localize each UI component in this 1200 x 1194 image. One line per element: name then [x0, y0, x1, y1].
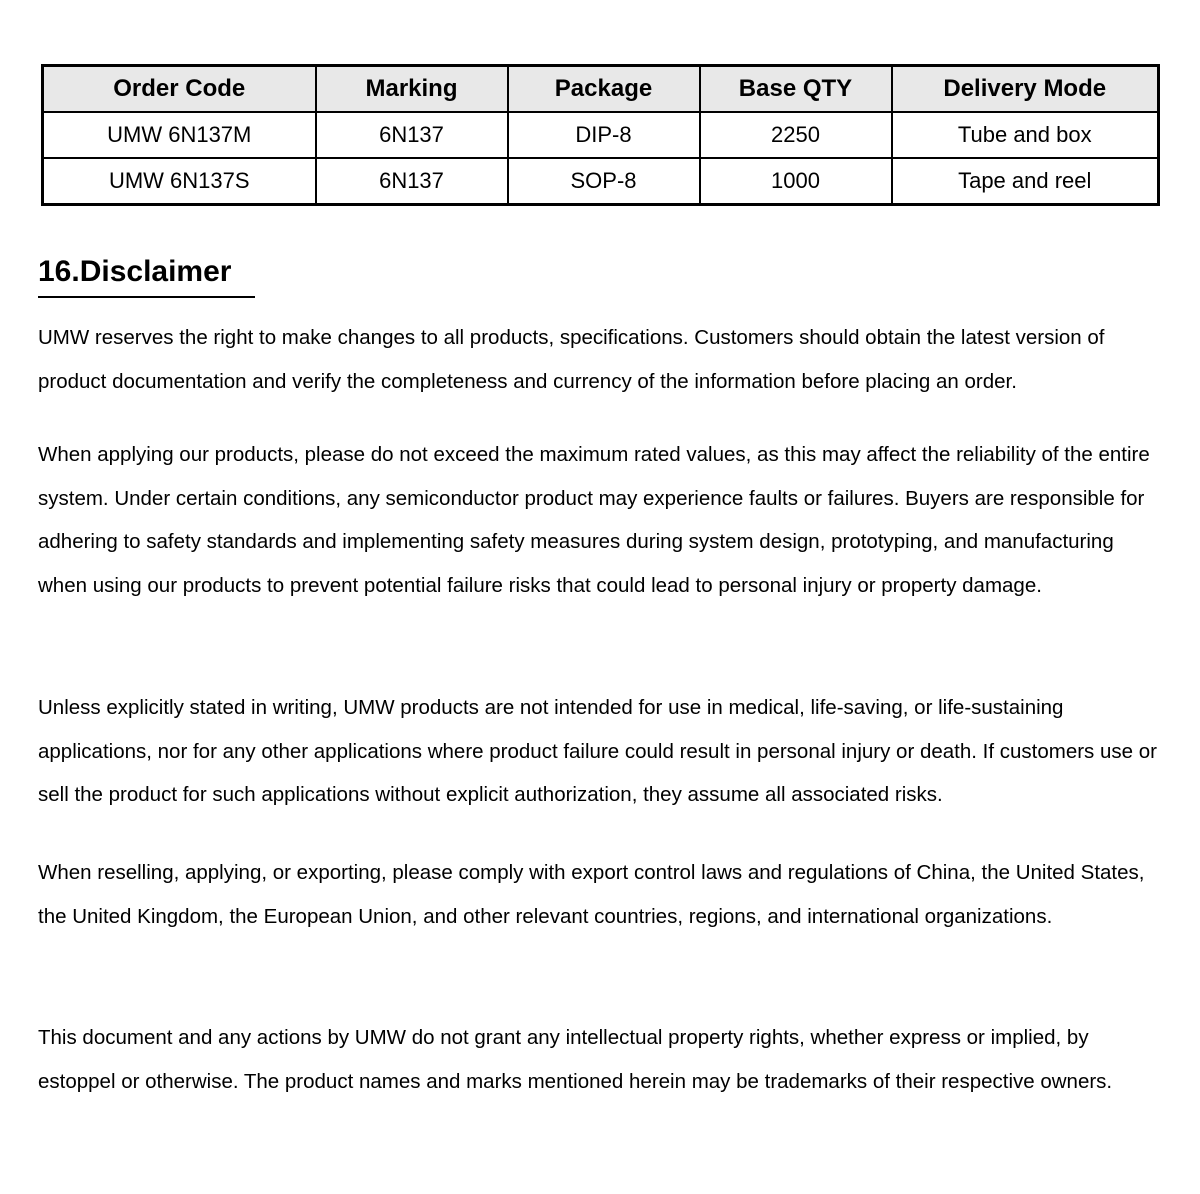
cell-delivery-mode: Tape and reel — [892, 158, 1159, 205]
cell-marking: 6N137 — [316, 112, 508, 158]
header-order-code: Order Code — [43, 66, 316, 113]
cell-order-code: UMW 6N137M — [43, 112, 316, 158]
disclaimer-paragraph: When reselling, applying, or exporting, please comply with export control laws and regulations of China, the United States, the United Kingdom, the European Union, and other relevant countries, regions, and international organizations. — [38, 861, 1145, 928]
order-info-table — [41, 64, 1160, 206]
disclaimer-paragraph: Unless explicitly stated in writing, UMW products are not intended for use in medical, life-saving, or life-sustaining applications, nor for any other applications where product failure could result in personal injury or death. If customers use or sell the product for such applications without explicit authorization, they assume all associated risks. — [38, 696, 1157, 806]
cell-marking: 6N137 — [316, 158, 508, 205]
cell-package: SOP-8 — [508, 158, 700, 205]
header-delivery-mode: Delivery Mode — [892, 66, 1159, 113]
cell-order-code: UMW 6N137S — [43, 158, 316, 205]
disclaimer-paragraph: UMW reserves the right to make changes to all products, specifications. Customers should obtain the latest version of product documentation and verify the completeness and currency of the information before placing an order. — [38, 326, 1105, 393]
cell-delivery-mode: Tube and box — [892, 112, 1159, 158]
section-heading: 16.Disclaimer — [38, 255, 232, 288]
disclaimer-paragraph: When applying our products, please do not exceed the maximum rated values, as this may affect the reliability of the entire system. Under certain conditions, any semiconductor product may experience faults or failures. Buyers are responsible for adhering to safety standards and implementing safety measures during system design, prototyping, and manufacturing when using our products to prevent potential failure risks that could lead to personal injury or property damage. — [38, 443, 1150, 597]
cell-base-qty: 1000 — [700, 158, 892, 205]
table-header-row — [43, 66, 1159, 113]
table-row — [43, 112, 1159, 158]
table-row — [43, 158, 1159, 205]
cell-base-qty: 2250 — [700, 112, 892, 158]
header-package: Package — [508, 66, 700, 113]
disclaimer-paragraph: This document and any actions by UMW do not grant any intellectual property rights, whether express or implied, by estoppel or otherwise. The product names and marks mentioned herein may be trademarks of their respective owners. — [38, 1026, 1113, 1093]
heading-underline — [38, 296, 255, 298]
header-base-qty: Base QTY — [700, 66, 892, 113]
cell-package: DIP-8 — [508, 112, 700, 158]
header-marking: Marking — [316, 66, 508, 113]
